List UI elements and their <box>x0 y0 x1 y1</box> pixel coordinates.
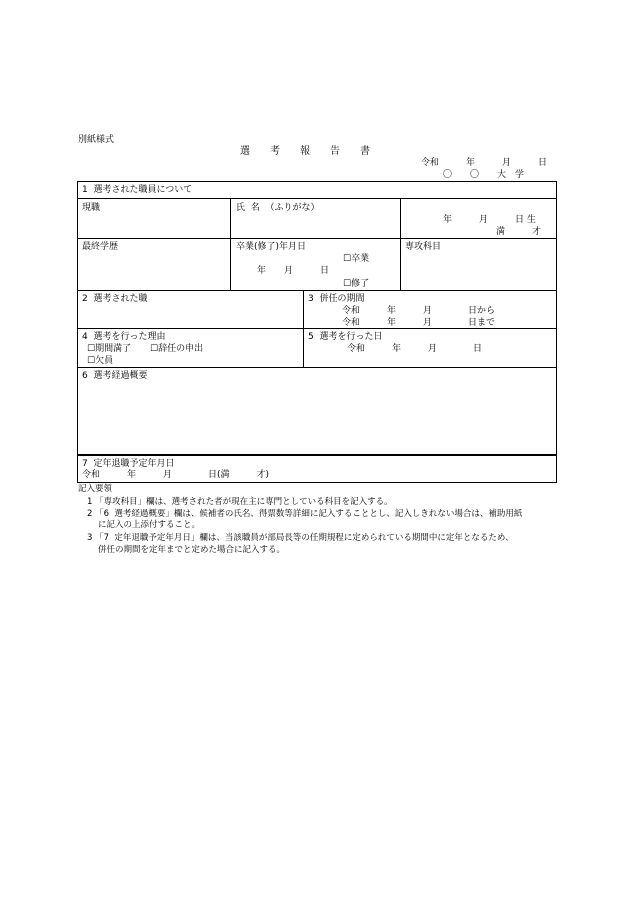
section-7-heading: 7 定年退職予定年月日 <box>82 459 175 469</box>
section-2-heading: 2 選考された職 <box>82 294 148 304</box>
graduated-checkbox[interactable]: ☐卒業 <box>343 254 370 264</box>
section-4-heading: 4 選考を行った理由 <box>82 332 166 342</box>
rule <box>77 238 556 239</box>
note-3: 3 「7 定年退職予定年月日」欄は、当該職員が部局長等の任期規程に定められている期間中に定年となるため、 <box>87 533 514 543</box>
graduation-label: 卒業(修了)年月日 <box>236 242 307 252</box>
major-label: 専攻科目 <box>405 242 442 252</box>
note-3-cont: 併任の期間を定年までと定めた場合に記入する。 <box>98 545 286 555</box>
retirement-date: 令和 年 月 日(満 才) <box>82 470 270 480</box>
concurrent-from: 令和 年 月 日から <box>342 306 496 316</box>
current-position-label: 現職 <box>82 203 101 213</box>
rule <box>303 290 304 367</box>
section-1-heading: 1 選考された職員について <box>82 185 193 195</box>
completed-checkbox[interactable]: ☐修了 <box>343 279 370 289</box>
note-2: 2 「6 選考経過概要」欄は、候補者の氏名、得票数等詳細に記入することとし、記入しきれない場合は、補助用紙 <box>87 509 523 519</box>
section-3-heading: 3 併任の期間 <box>308 294 365 304</box>
university-name: 〇 〇 大 学 <box>443 170 525 180</box>
rule <box>400 198 401 290</box>
rule <box>77 198 556 199</box>
note-1: 1 「専攻科目」欄は、選考された者が現在主に専門としている科目を記入する。 <box>87 497 393 507</box>
concurrent-to: 令和 年 月 日まで <box>342 318 496 328</box>
form-label: 別紙様式 <box>78 135 115 145</box>
section-6-heading: 6 選考経過概要 <box>82 371 148 381</box>
reason-vacancy[interactable]: ☐欠員 <box>87 356 114 366</box>
reason-term-expiry[interactable]: ☐期間満了 <box>87 344 132 354</box>
section-5-heading: 5 選考を行った日 <box>308 332 383 342</box>
education-label: 最終学歴 <box>82 242 119 252</box>
rule <box>230 198 231 290</box>
rule <box>77 367 556 368</box>
header-date: 令和 年 月 日 <box>421 158 548 168</box>
selection-date: 令和 年 月 日 <box>347 344 483 354</box>
reason-resignation[interactable]: ☐辞任の申出 <box>150 344 204 354</box>
graduation-date: 年 月 日 <box>257 266 330 276</box>
rule <box>77 290 556 291</box>
notes-heading: 記入要領 <box>78 484 113 494</box>
rule <box>77 328 556 329</box>
age: 満 才 <box>496 227 542 237</box>
birth-date: 年 月 日 生 <box>443 215 536 225</box>
note-2-cont: に記入の上添付すること。 <box>98 520 201 530</box>
name-label: 氏 名 （ふりがな） <box>236 203 320 213</box>
document-title: 選 考 報 告 書 <box>240 146 370 157</box>
